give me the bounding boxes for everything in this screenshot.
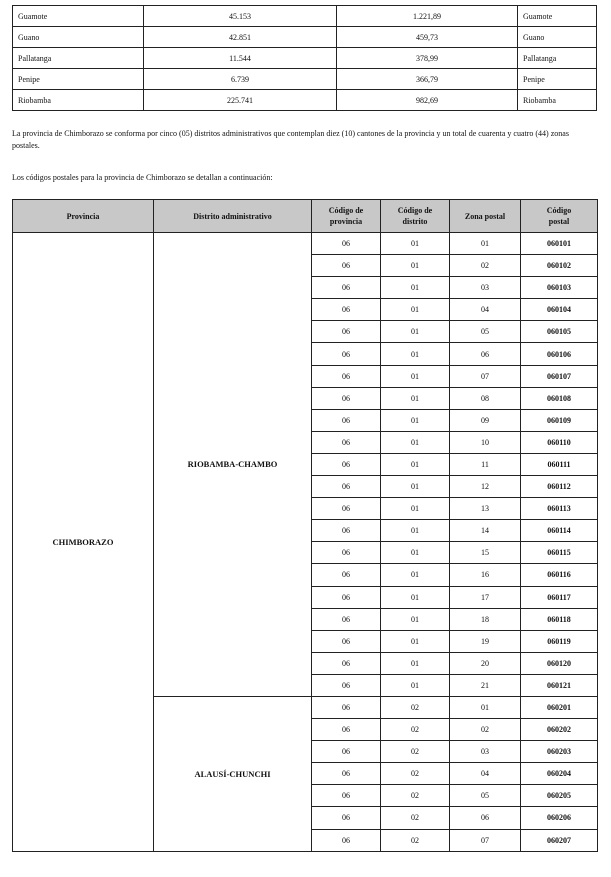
codigo-postal-cell: 060106 xyxy=(521,343,598,365)
canton-name-cell: Pallatanga xyxy=(13,48,144,69)
zona-postal-cell: 10 xyxy=(450,431,521,453)
zona-postal-cell: 12 xyxy=(450,476,521,498)
canton-head-cell: Penipe xyxy=(518,69,597,90)
zona-postal-cell: 21 xyxy=(450,674,521,696)
zona-postal-cell: 20 xyxy=(450,652,521,674)
codigo-distrito-cell: 02 xyxy=(381,763,450,785)
codigo-postal-cell: 060114 xyxy=(521,520,598,542)
codigo-postal-cell: 060115 xyxy=(521,542,598,564)
zona-postal-cell: 14 xyxy=(450,520,521,542)
codigo-distrito-cell: 01 xyxy=(381,674,450,696)
zona-postal-cell: 05 xyxy=(450,321,521,343)
codigo-provincia-cell: 06 xyxy=(312,233,381,255)
codigo-provincia-cell: 06 xyxy=(312,277,381,299)
table-row xyxy=(13,233,598,255)
codigo-provincia-cell: 06 xyxy=(312,299,381,321)
zona-postal-cell: 02 xyxy=(450,719,521,741)
codigo-provincia-cell: 06 xyxy=(312,520,381,542)
postal-codes-table xyxy=(12,199,598,852)
canton-area-cell: 982,69 xyxy=(337,90,518,111)
header-codigo-distrito-line2: distrito xyxy=(402,217,428,226)
codigo-provincia-cell: 06 xyxy=(312,807,381,829)
codigo-provincia-cell: 06 xyxy=(312,630,381,652)
codigo-postal-cell: 060119 xyxy=(521,630,598,652)
zona-postal-cell: 07 xyxy=(450,365,521,387)
zona-postal-cell: 18 xyxy=(450,608,521,630)
zona-postal-cell: 03 xyxy=(450,741,521,763)
codigo-distrito-cell: 01 xyxy=(381,365,450,387)
canton-population-cell: 6.739 xyxy=(144,69,337,90)
codigo-distrito-cell: 01 xyxy=(381,453,450,475)
header-codigo-postal xyxy=(521,200,598,233)
codigo-distrito-cell: 01 xyxy=(381,431,450,453)
codigo-distrito-cell: 02 xyxy=(381,829,450,851)
codigo-distrito-cell: 02 xyxy=(381,696,450,718)
codigo-provincia-cell: 06 xyxy=(312,476,381,498)
codigo-provincia-cell: 06 xyxy=(312,409,381,431)
codigo-provincia-cell: 06 xyxy=(312,785,381,807)
canton-area-cell: 366,79 xyxy=(337,69,518,90)
postal-codes-table-body xyxy=(13,233,598,852)
header-distrito: Distrito administrativo xyxy=(154,200,312,233)
canton-head-cell: Guano xyxy=(518,27,597,48)
zona-postal-cell: 08 xyxy=(450,387,521,409)
codigo-distrito-cell: 01 xyxy=(381,476,450,498)
canton-head-cell: Pallatanga xyxy=(518,48,597,69)
codigo-distrito-cell: 01 xyxy=(381,520,450,542)
canton-population-cell: 225.741 xyxy=(144,90,337,111)
codigo-postal-cell: 060120 xyxy=(521,652,598,674)
provincia-cell: CHIMBORAZO xyxy=(13,233,154,852)
zona-postal-cell: 19 xyxy=(450,630,521,652)
codigo-provincia-cell: 06 xyxy=(312,343,381,365)
codigo-distrito-cell: 01 xyxy=(381,586,450,608)
codigo-postal-cell: 060103 xyxy=(521,277,598,299)
zona-postal-cell: 01 xyxy=(450,696,521,718)
codigo-postal-cell: 060117 xyxy=(521,586,598,608)
codigo-distrito-cell: 01 xyxy=(381,608,450,630)
zona-postal-cell: 05 xyxy=(450,785,521,807)
canton-head-cell: Guamote xyxy=(518,6,597,27)
codigo-distrito-cell: 02 xyxy=(381,785,450,807)
codigo-postal-cell: 060110 xyxy=(521,431,598,453)
codigo-postal-cell: 060116 xyxy=(521,564,598,586)
zona-postal-cell: 13 xyxy=(450,498,521,520)
cantons-table-body xyxy=(13,6,597,111)
zona-postal-cell: 06 xyxy=(450,343,521,365)
codigo-postal-cell: 060118 xyxy=(521,608,598,630)
canton-area-cell: 1.221,89 xyxy=(337,6,518,27)
codigo-postal-cell: 060105 xyxy=(521,321,598,343)
canton-population-cell: 42.851 xyxy=(144,27,337,48)
zona-postal-cell: 06 xyxy=(450,807,521,829)
codigo-distrito-cell: 01 xyxy=(381,564,450,586)
codigo-postal-cell: 060206 xyxy=(521,807,598,829)
canton-area-cell: 378,99 xyxy=(337,48,518,69)
codigo-postal-cell: 060109 xyxy=(521,409,598,431)
codigo-postal-cell: 060104 xyxy=(521,299,598,321)
codigo-provincia-cell: 06 xyxy=(312,586,381,608)
codigo-postal-cell: 060111 xyxy=(521,453,598,475)
zona-postal-cell: 04 xyxy=(450,299,521,321)
codigo-distrito-cell: 01 xyxy=(381,255,450,277)
codigo-postal-cell: 060201 xyxy=(521,696,598,718)
codigo-provincia-cell: 06 xyxy=(312,763,381,785)
header-codigo-provincia-line2: provincia xyxy=(329,217,363,226)
canton-name-cell: Penipe xyxy=(13,69,144,90)
distrito-cell: RIOBAMBA-CHAMBO xyxy=(154,233,312,697)
cantons-table-row xyxy=(13,6,597,27)
zona-postal-cell: 09 xyxy=(450,409,521,431)
cantons-table-row xyxy=(13,69,597,90)
cantons-table xyxy=(12,5,597,111)
codigo-postal-cell: 060108 xyxy=(521,387,598,409)
cantons-table-row xyxy=(13,48,597,69)
zona-postal-cell: 03 xyxy=(450,277,521,299)
canton-name-cell: Guamote xyxy=(13,6,144,27)
codigo-distrito-cell: 01 xyxy=(381,387,450,409)
codigo-distrito-cell: 01 xyxy=(381,630,450,652)
codigo-postal-cell: 060203 xyxy=(521,741,598,763)
header-codigo-distrito-line1: Código de xyxy=(397,206,433,215)
header-row xyxy=(13,200,598,233)
codigo-provincia-cell: 06 xyxy=(312,431,381,453)
codigo-provincia-cell: 06 xyxy=(312,741,381,763)
codigo-distrito-cell: 01 xyxy=(381,498,450,520)
codigo-distrito-cell: 01 xyxy=(381,542,450,564)
postal-codes-intro: Los códigos postales para la provincia de Chimborazo se detallan a continuación: xyxy=(12,173,273,182)
codigo-provincia-cell: 06 xyxy=(312,719,381,741)
codigo-postal-cell: 060112 xyxy=(521,476,598,498)
codigo-distrito-cell: 01 xyxy=(381,299,450,321)
codigo-provincia-cell: 06 xyxy=(312,321,381,343)
codigo-distrito-cell: 01 xyxy=(381,409,450,431)
codigo-provincia-cell: 06 xyxy=(312,674,381,696)
codigo-provincia-cell: 06 xyxy=(312,608,381,630)
codigo-provincia-cell: 06 xyxy=(312,542,381,564)
codigo-distrito-cell: 02 xyxy=(381,741,450,763)
codigo-postal-cell: 060113 xyxy=(521,498,598,520)
codigo-provincia-cell: 06 xyxy=(312,365,381,387)
codigo-distrito-cell: 02 xyxy=(381,719,450,741)
header-codigo-postal-line2: postal xyxy=(548,217,570,226)
codigo-postal-cell: 060102 xyxy=(521,255,598,277)
canton-population-cell: 45.153 xyxy=(144,6,337,27)
canton-area-cell: 459,73 xyxy=(337,27,518,48)
codigo-provincia-cell: 06 xyxy=(312,498,381,520)
zona-postal-cell: 11 xyxy=(450,453,521,475)
codigo-provincia-cell: 06 xyxy=(312,696,381,718)
codigo-provincia-cell: 06 xyxy=(312,255,381,277)
codigo-distrito-cell: 01 xyxy=(381,277,450,299)
canton-name-cell: Riobamba xyxy=(13,90,144,111)
canton-head-cell: Riobamba xyxy=(518,90,597,111)
canton-name-cell: Guano xyxy=(13,27,144,48)
header-codigo-postal-line1: Código xyxy=(546,206,572,215)
zona-postal-cell: 17 xyxy=(450,586,521,608)
header-provincia: Provincia xyxy=(13,200,154,233)
codigo-postal-cell: 060101 xyxy=(521,233,598,255)
zona-postal-cell: 01 xyxy=(450,233,521,255)
zona-postal-cell: 16 xyxy=(450,564,521,586)
codigo-provincia-cell: 06 xyxy=(312,387,381,409)
codigo-postal-cell: 060204 xyxy=(521,763,598,785)
codigo-provincia-cell: 06 xyxy=(312,564,381,586)
codigo-distrito-cell: 01 xyxy=(381,652,450,674)
codigo-postal-cell: 060121 xyxy=(521,674,598,696)
codigo-distrito-cell: 01 xyxy=(381,321,450,343)
codigo-distrito-cell: 01 xyxy=(381,233,450,255)
cantons-table-row xyxy=(13,90,597,111)
intro-paragraph: La provincia de Chimborazo se conforma por cinco (05) distritos administrativos que contemplan diez (10) cantones de la provincia y un total de cuarenta y cuatro (44) zonas postales. xyxy=(12,129,569,150)
codigo-postal-cell: 060202 xyxy=(521,719,598,741)
distrito-cell: ALAUSÍ-CHUNCHI xyxy=(154,696,312,851)
cantons-table-row xyxy=(13,27,597,48)
codigo-provincia-cell: 06 xyxy=(312,652,381,674)
codigo-distrito-cell: 02 xyxy=(381,807,450,829)
header-codigo-provincia xyxy=(312,200,381,233)
header-codigo-distrito xyxy=(381,200,450,233)
zona-postal-cell: 07 xyxy=(450,829,521,851)
canton-population-cell: 11.544 xyxy=(144,48,337,69)
codigo-provincia-cell: 06 xyxy=(312,829,381,851)
header-zona-postal: Zona postal xyxy=(450,200,521,233)
codigo-provincia-cell: 06 xyxy=(312,453,381,475)
header-codigo-provincia-line1: Código de xyxy=(328,206,364,215)
codigo-postal-cell: 060205 xyxy=(521,785,598,807)
zona-postal-cell: 15 xyxy=(450,542,521,564)
zona-postal-cell: 02 xyxy=(450,255,521,277)
codigo-postal-cell: 060107 xyxy=(521,365,598,387)
codigo-distrito-cell: 01 xyxy=(381,343,450,365)
codigo-postal-cell: 060207 xyxy=(521,829,598,851)
zona-postal-cell: 04 xyxy=(450,763,521,785)
